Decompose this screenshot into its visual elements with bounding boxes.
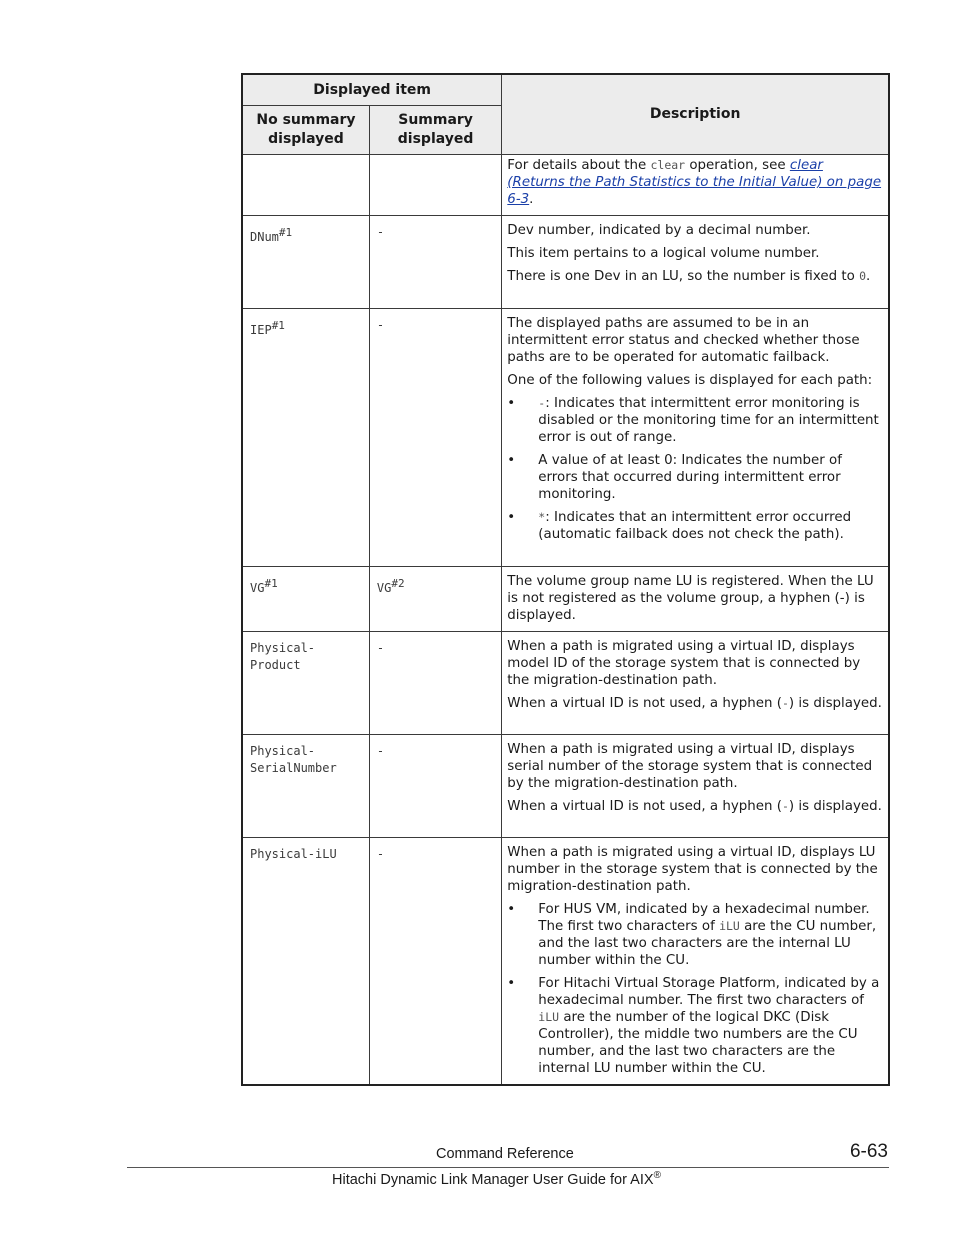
header-displayed-item: Displayed item [242,74,502,106]
footer-divider [127,1167,889,1168]
item-name-cell: Physical-iLU [242,838,369,1086]
description-cell: When a path is migrated using a virtual ID, displays LU number in the storage system that is connected by the migration-destination path. • For HUS VM, indicated by a hexadecimal number. The first two characters of iLU are the CU number, and the last two characters are the internal LU number within the CU. • For Hitachi Virtual Storage Platform, indicated by a hexadecimal number. The first two characters of iLU are the number of the logical DKC (Disk Controller), the middle two numbers are the CU number, and the last two characters are the internal LU number within the CU. [502,838,889,1086]
summary-name-cell: - [369,216,501,309]
summary-name-cell [369,155,501,216]
item-name-cell: Physical- SerialNumber [242,735,369,838]
footer-section-title: Command Reference [436,1146,574,1162]
description-cell: The volume group name LU is registered. When the LU is not registered as the volume group, a hyphen (-) is displayed. [502,567,889,632]
table-row [242,735,889,838]
clear-command-link[interactable]: clear (Returns the Path Statistics to the Initial Value) on page 6-3 [507,158,882,207]
value-list [507,901,883,1077]
value-list [507,395,883,543]
description-cell [502,155,889,216]
description-cell: Dev number, indicated by a decimal number. This item pertains to a logical volume number. There is one Dev in an LU, so the number is fixed to 0. [502,216,889,309]
table-row [242,155,889,216]
item-name-cell: VG$^{\#1}$ [242,567,369,632]
list-item: • For Hitachi Virtual Storage Platform, indicated by a hexadecimal number. The first two characters of iLU are the number of the logical DKC (Disk Controller), the middle two numbers are the CU number, and the last two characters are the internal LU number within the CU. [507,975,883,1077]
description-cell: The displayed paths are assumed to be in an intermittent error status and checked whether those paths are to be operated for automatic failback. One of the following values is displayed for each path: • -: Indicates that intermittent error monitoring is disabled or the monitoring time for an intermittent error is out of range. • A value of at least 0: Indicates the number of errors that occurred during intermittent error monitoring. • *: Indicates that an intermittent error occurred (automatic failback does not check the path). [502,309,889,567]
description-cell: When a path is migrated using a virtual ID, displays model ID of the storage system that is connected by the migration-destination path. When a virtual ID is not used, a hyphen (-) is displayed. [502,632,889,735]
table-row [242,838,889,1086]
list-item: • *: Indicates that an intermittent error occurred (automatic failback does not check the path). [507,509,883,543]
list-item: • A value of at least 0: Indicates the number of errors that occurred during intermittent error monitoring. [507,452,883,503]
table-row [242,632,889,735]
summary-name-cell: - [369,632,501,735]
summary-name-cell: VG$^{\#2}$ [369,567,501,632]
summary-name-cell: - [369,838,501,1086]
table-row [242,309,889,567]
summary-name-cell: - [369,735,501,838]
table-row [242,567,889,632]
reference-table [241,73,890,1086]
footer-guide-title: Hitachi Dynamic Link Manager User Guide for AIX® [332,1170,661,1188]
summary-name-cell: - [369,309,501,567]
item-name-cell: DNum$^{\#1}$ [242,216,369,309]
item-name-cell: IEP$^{\#1}$ [242,309,369,567]
description-text: For details about the clear operation, see clear (Returns the Path Statistics to the Initial Value) on page 6-3. [507,158,882,207]
page-number: 6-63 [849,1141,888,1162]
list-item: • For HUS VM, indicated by a hexadecimal number. The first two characters of iLU are the CU number, and the last two characters are the internal LU number within the CU. [507,901,883,969]
list-item: • -: Indicates that intermittent error monitoring is disabled or the monitoring time for an intermittent error is out of range. [507,395,883,446]
item-name-cell [242,155,369,216]
header-no-summary: No summary displayed [242,106,369,155]
item-name-cell: Physical- Product [242,632,369,735]
header-description: Description [502,74,889,155]
header-summary: Summary displayed [369,106,501,155]
table-row [242,216,889,309]
description-cell: When a path is migrated using a virtual ID, displays serial number of the storage system that is connected by the migration-destination path. When a virtual ID is not used, a hyphen (-) is displayed. [502,735,889,838]
